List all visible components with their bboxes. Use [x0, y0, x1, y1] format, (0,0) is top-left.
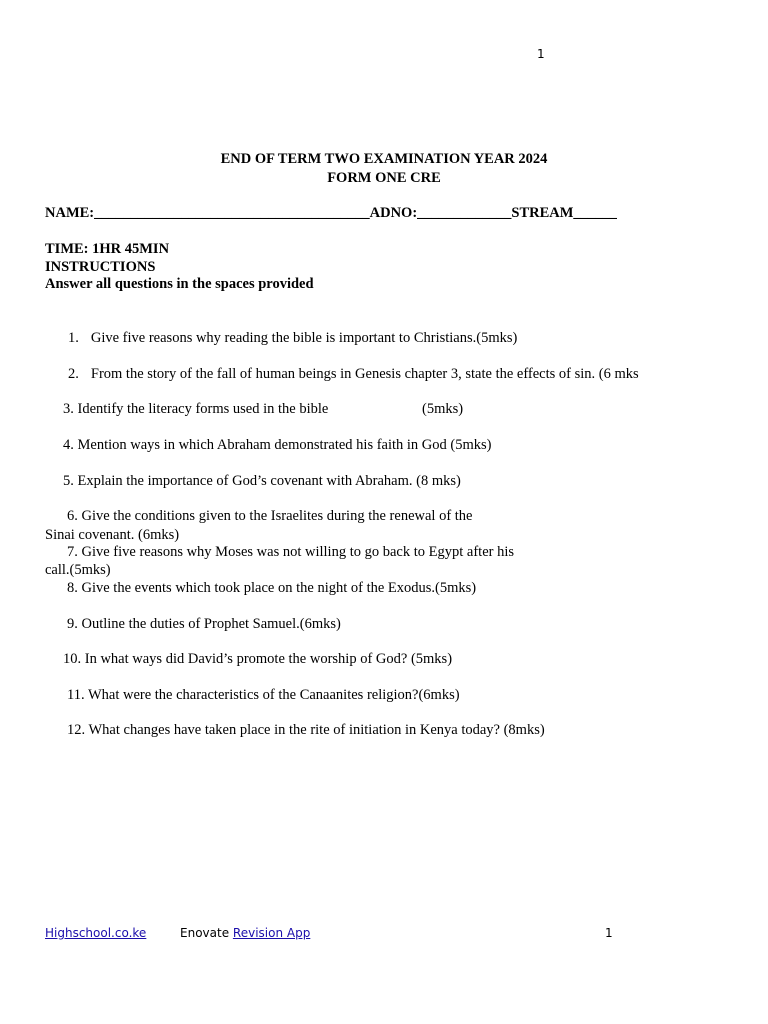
- question-3: 3. Identify the literacy forms used in the bible: [63, 401, 329, 417]
- question-6-line2: Sinai covenant. (6mks): [45, 527, 180, 543]
- question-text: Give five reasons why reading the bible is important to Christians.(5mks): [90, 330, 518, 346]
- question-4: 4. Mention ways in which Abraham demonstrated his faith in God (5mks): [63, 437, 492, 453]
- question-8: 8. Give the events which took place on the night of the Exodus.(5mks): [67, 580, 477, 596]
- question-9: 9. Outline the duties of Prophet Samuel.(6mks): [67, 616, 341, 632]
- exam-time: TIME: 1HR 45MIN: [45, 241, 170, 257]
- footer-page-number: 1: [605, 926, 613, 940]
- question-10: 10. In what ways did David’s promote the worship of God? (5mks): [63, 651, 453, 667]
- question-11: 11. What were the characteristics of the Canaanites religion?(6mks): [67, 687, 460, 703]
- instructions-heading: INSTRUCTIONS: [45, 259, 156, 275]
- question-text: From the story of the fall of human beings in Genesis chapter 3, state the effects of sin. (6 mks: [90, 366, 639, 382]
- footer-promo: [180, 926, 310, 940]
- exam-title: END OF TERM TWO EXAMINATION YEAR 2024: [220, 151, 548, 167]
- question-7-line2: call.(5mks): [45, 562, 111, 578]
- question-5: 5. Explain the importance of God’s covenant with Abraham. (8 mks): [63, 473, 461, 489]
- exam-subtitle: FORM ONE CRE: [327, 170, 441, 186]
- footer-revision-app-link[interactable]: Revision App: [232, 926, 311, 940]
- student-fields: NAME:______________________________________ADNO:_____________STREAM______: [45, 205, 617, 221]
- footer-site-link[interactable]: Highschool.co.ke: [45, 926, 147, 940]
- question-number: 1.: [68, 330, 79, 346]
- question-12: 12. What changes have taken place in the rite of initiation in Kenya today? (8mks): [67, 722, 545, 738]
- question-number: 2.: [68, 366, 79, 382]
- header-page-number: 1: [537, 47, 545, 61]
- question-3-marks: (5mks): [422, 401, 464, 417]
- footer-enovate-text: Enovate: [180, 926, 230, 940]
- question-7-line1: 7. Give five reasons why Moses was not willing to go back to Egypt after his: [67, 544, 515, 560]
- question-2: [68, 366, 639, 383]
- instructions-text: Answer all questions in the spaces provided: [45, 276, 314, 292]
- question-6-line1: 6. Give the conditions given to the Israelites during the renewal of the: [67, 508, 473, 524]
- question-1: [68, 330, 517, 347]
